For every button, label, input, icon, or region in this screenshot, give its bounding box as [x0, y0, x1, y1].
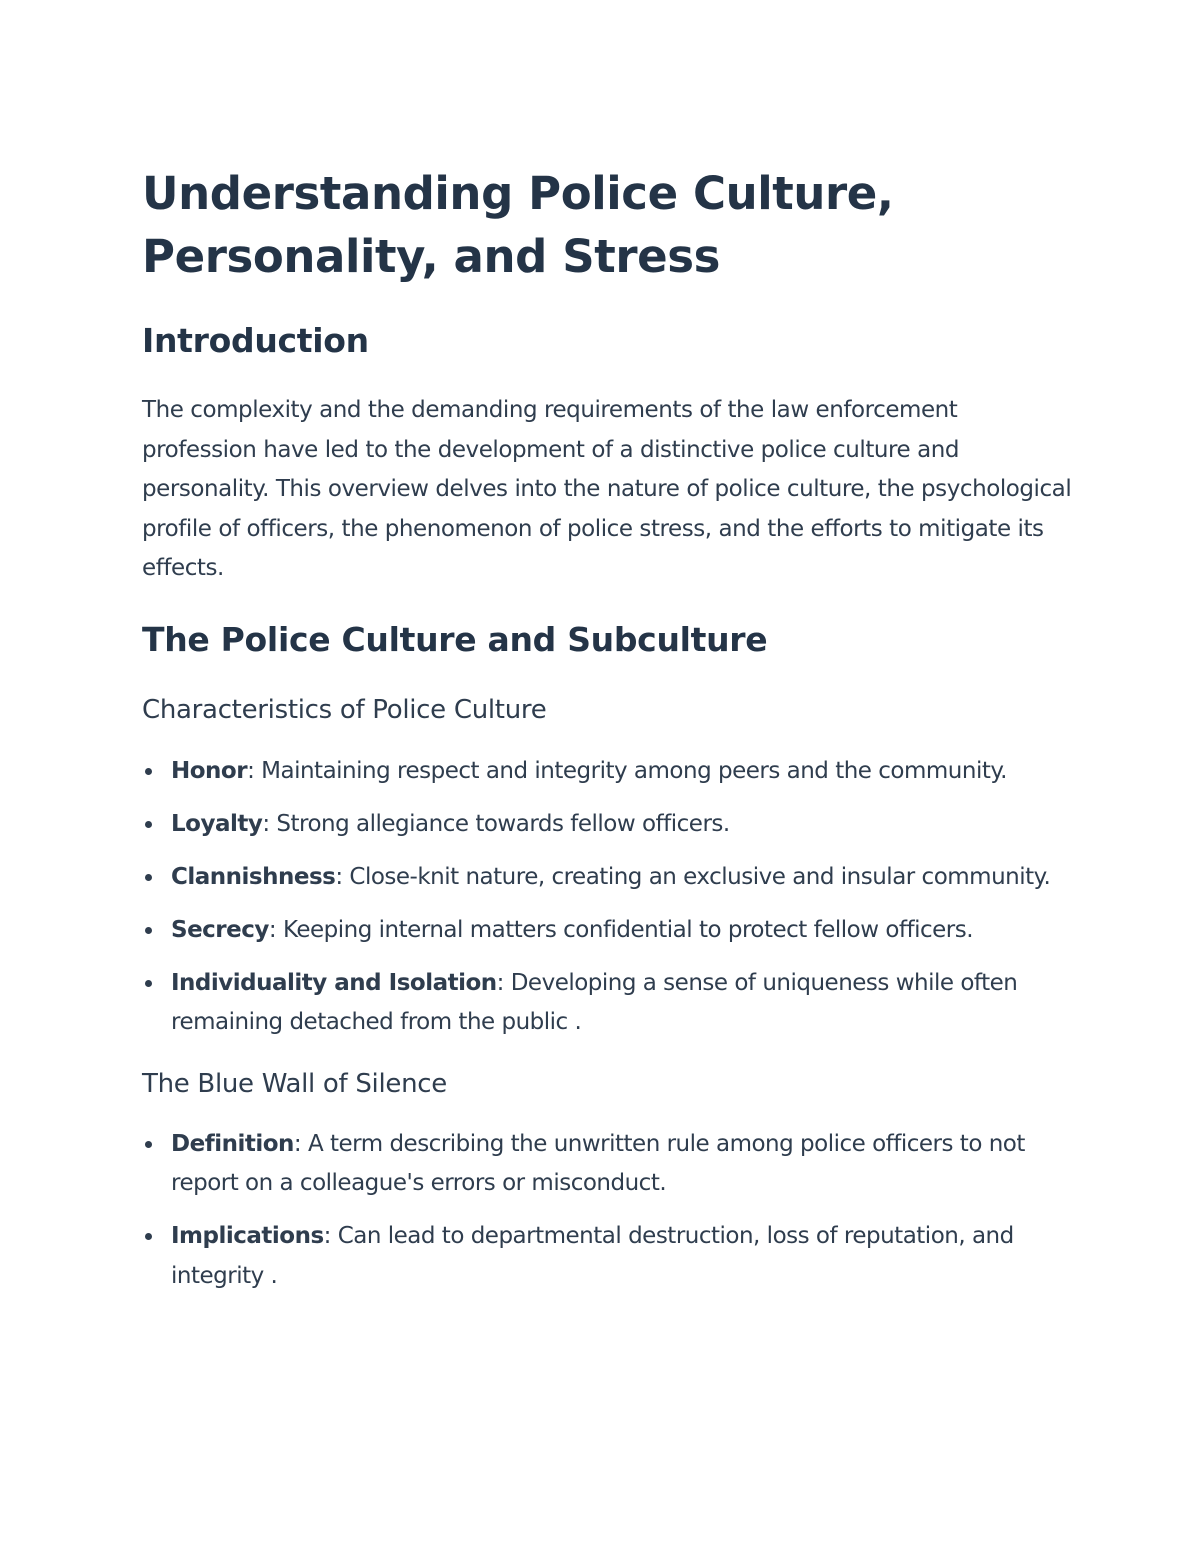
list-item-text: Developing a sense of uniqueness while often remaining detached from the public .	[171, 969, 1018, 1035]
list-item-clannishness	[142, 858, 1072, 898]
list-item-text: A term describing the unwritten rule among police officers to not report on a colleague's errors or misconduct.	[171, 1130, 1025, 1196]
list-item-honor	[142, 752, 1072, 792]
list-item-text: Close-knit nature, creating an exclusive and insular community.	[349, 863, 1051, 890]
list-item-separator: :	[247, 757, 262, 784]
list-item-individuality	[142, 964, 1072, 1043]
introduction-heading: Introduction	[142, 321, 369, 360]
introduction-paragraph: The complexity and the demanding requirements of the law enforcement profession have led to the development of a distinctive police culture and personality. This overview delves into the nature of police culture, the psychological profile of officers, the phenomenon of police stress, and the efforts to mitigate its effects.	[142, 397, 1072, 581]
police-culture-heading: The Police Culture and Subculture	[142, 619, 768, 659]
bullet-icon	[145, 1141, 152, 1148]
list-item-text: Can lead to departmental destruction, loss of reputation, and integrity .	[171, 1223, 1014, 1289]
characteristics-heading: Characteristics of Police Culture	[142, 694, 547, 725]
bullet-icon	[145, 927, 152, 934]
list-item-separator: :	[323, 1223, 338, 1249]
list-item-separator: :	[496, 969, 511, 996]
bullet-icon	[145, 1233, 152, 1240]
list-item-term: Implications	[171, 1223, 324, 1249]
list-item-separator: :	[262, 810, 277, 837]
list-item-implications	[142, 1217, 1072, 1296]
list-item-term: Secrecy	[171, 916, 269, 943]
blue-wall-list	[142, 1125, 1072, 1297]
list-item-text: Maintaining respect and integrity among peers and the community.	[261, 757, 1007, 784]
list-item-term: Definition	[171, 1130, 294, 1157]
document-title: Understanding Police Culture, Personality, and Stress	[142, 167, 894, 283]
list-item-term: Clannishness	[171, 863, 336, 890]
list-item-separator: :	[335, 863, 350, 890]
list-item-term: Loyalty	[171, 810, 263, 837]
list-item-separator: :	[268, 916, 283, 943]
bullet-icon	[145, 768, 152, 775]
list-item-separator: :	[293, 1130, 308, 1157]
document-page	[142, 162, 1072, 1296]
characteristics-list	[142, 752, 1072, 1043]
list-item-text: Keeping internal matters confidential to protect fellow officers.	[282, 916, 974, 943]
list-item-term: Individuality and Isolation	[171, 969, 497, 996]
bullet-icon	[145, 874, 152, 881]
list-item-text: Strong allegiance towards fellow officers.	[276, 810, 730, 837]
list-item-secrecy	[142, 911, 1072, 951]
bullet-icon	[145, 980, 152, 987]
list-item-definition	[142, 1125, 1072, 1204]
bullet-icon	[145, 821, 152, 828]
list-item-term: Honor	[171, 757, 248, 784]
list-item-loyalty	[142, 805, 1072, 845]
blue-wall-heading: The Blue Wall of Silence	[142, 1068, 447, 1099]
